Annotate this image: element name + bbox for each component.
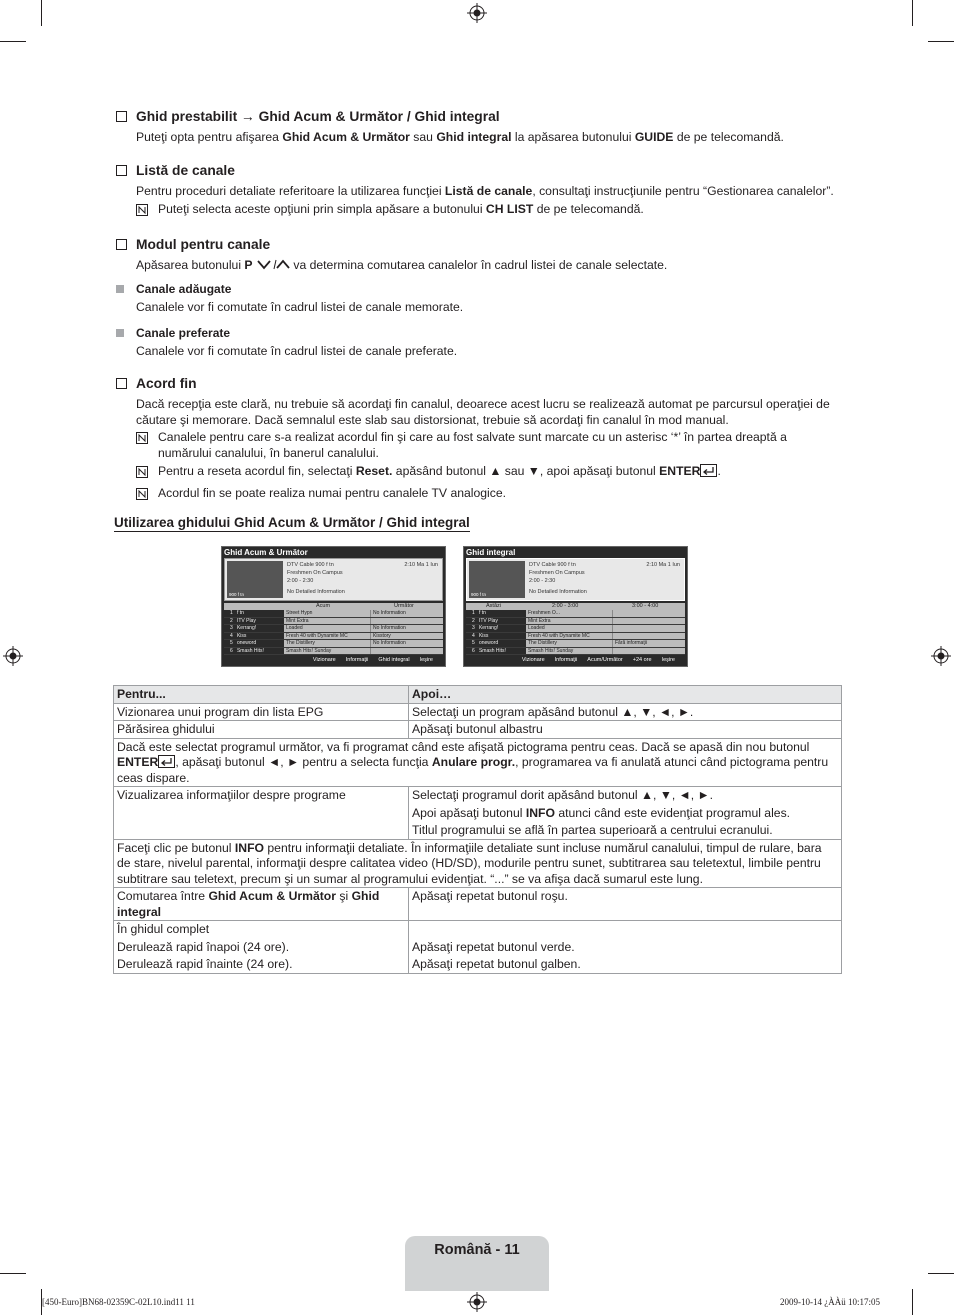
tv-screen-full-guide: Ghid integral 900 f tn DTV Cable 900 f tn 2:10 Ma 1 Iun Freshmen On Campus 2:00 - 2:30 No Detailed Information Astăzi 2:00 - 3:00 3:00 - 4:00 1 f tn Freshmen O... 2 ITV Play Mint Extra 3 Kerrang! Loaded 4 Kiss Fresh 40 with Dynamite MC 5 oneword The Distillery Fără informaţii 6 Smash Hits! Smash Hits! Sunday Vizionare Informaţii Acum/Următor +24 ore Ieşire xyxy=(463,546,688,667)
crop-mark xyxy=(0,41,26,42)
section-body: Puteţi opta pentru afişarea Ghid Acum & Următor sau Ghid integral la apăsarea butonului GUIDE de pe telecomandă. xyxy=(136,130,784,144)
note-text: Pentru a reseta acordul fin, selectaţi Reset. apăsând butonul ▲ sau ▼, apoi apăsaţi butonul ENTER . xyxy=(158,464,721,478)
channel-row xyxy=(224,640,443,648)
note-text: Puteţi selecta aceste opţiuni prin simpla apăsare a butonului CH LIST de pe telecomandă. xyxy=(158,201,644,216)
subsection-text: Canalele vor fi comutate în cadrul listei de canale preferate. xyxy=(136,344,458,358)
section-body: Apăsarea butonului P va determina comutarea canalelor în cadrul listei de canale selectate. xyxy=(136,258,668,272)
programme-now: Smash Hits! Sunday xyxy=(284,648,370,655)
print-footer-right: 2009-10-14 ¿ÀÀü 10:17:05 xyxy=(780,1297,880,1307)
programme-next xyxy=(370,618,443,625)
section-body: Pentru proceduri detaliate referitoare la utilizarea funcţiei Listă de canale, consultaţi instrucţiunile pentru “Gestionarea canalelor”. xyxy=(136,184,834,198)
channel-row xyxy=(224,625,443,633)
programme-now: Street Hypn xyxy=(284,610,370,617)
checkbox-bullet-icon xyxy=(116,378,127,389)
channel-name: 2 ITV Play xyxy=(472,617,498,624)
crop-mark xyxy=(0,1273,26,1274)
table-cell: Selectaţi programul dorit apăsând butonul ▲, ▼, ◄, ►. Apoi apăsaţi butonul INFO atunci când este evidenţiat programul ales. Titlul programului se află în partea superioară a centrului ecranului. xyxy=(409,787,842,840)
crop-mark xyxy=(928,41,954,42)
table-cell: Apăsaţi repetat butonul verde. Apăsaţi repetat butonul galben. xyxy=(409,921,842,974)
section-body: Dacă recepţia este clară, nu trebuie să acordaţi fin canalul, deoarece acest lucru se realizează automat pe parcursul operaţiei de căutare şi memorare. Dacă semnalul este slab sau distorsionat, trebuie să acordaţi fin canalul în mod manual. xyxy=(136,397,830,427)
channel-name: 5 oneword xyxy=(472,640,499,646)
registration-mark-icon xyxy=(931,646,951,666)
table-cell: Vizualizarea informaţiilor despre programe xyxy=(114,787,409,840)
channel-row xyxy=(224,648,443,656)
programme-next: No Information xyxy=(370,610,443,617)
screen-footer xyxy=(466,655,685,664)
programme-now: Loaded xyxy=(284,625,370,632)
table-cell: Apăsaţi butonul albastru xyxy=(409,721,842,739)
channel-name: 5 oneword xyxy=(230,640,257,646)
channel-name: 3 Kerrang! xyxy=(230,625,257,631)
footer-hint: Informaţii xyxy=(554,656,578,663)
channel-name: 1 f tn xyxy=(230,610,244,616)
channel-row xyxy=(466,625,685,633)
crop-mark xyxy=(41,0,42,26)
channel-row xyxy=(224,610,443,618)
channel-row xyxy=(224,633,443,641)
programme-now: Fresh 40 with Dynamite MC xyxy=(526,633,612,640)
footer-hint: Vizionare xyxy=(521,656,545,663)
channel-name: 2 ITV Play xyxy=(230,617,256,624)
note-text: Canalele pentru care s-a realizat acordul fin şi care au fost salvate sunt marcate cu un asterisc ‘*’ în partea dreaptă a numărului canalului, în banerul canalului. xyxy=(158,430,787,460)
grid-header: Acum Următor xyxy=(224,603,443,610)
channel-row xyxy=(224,618,443,626)
table-header: Pentru... xyxy=(114,686,409,704)
programme-now: Fresh 40 with Dynamite MC xyxy=(284,633,370,640)
channel-name: 4 Kiss xyxy=(472,632,489,639)
table-header: Apoi… xyxy=(409,686,842,704)
programme-now: Mint Extra xyxy=(284,618,370,625)
print-footer-left: [450-Euro]BN68-02359C-02L10.ind11 11 xyxy=(42,1297,195,1307)
footer-hint: Informaţii xyxy=(345,656,369,663)
usage-heading: Utilizarea ghidului Ghid Acum & Următor / Ghid integral xyxy=(114,515,470,530)
programme-next: Fără informaţii xyxy=(612,640,685,647)
note xyxy=(114,430,834,461)
section-default-guide xyxy=(114,109,834,146)
programme-next xyxy=(612,648,685,655)
programme-now: The Distillery xyxy=(284,640,370,647)
note xyxy=(114,486,834,505)
channel-row xyxy=(466,633,685,641)
registration-mark-icon xyxy=(3,646,23,666)
programme-now: Freshmen O... xyxy=(526,610,612,617)
table-row xyxy=(114,921,842,974)
subsection-title: Canale preferate xyxy=(136,326,231,340)
checkbox-bullet-icon xyxy=(116,111,127,122)
table-cell: Comutarea între Ghid Acum & Următor şi Ghid integral xyxy=(114,888,409,921)
page-number-tab: Română - 11 xyxy=(405,1236,549,1291)
programme-now: Mint Extra xyxy=(526,618,612,625)
table-cell: Apăsaţi repetat butonul roşu. xyxy=(409,888,842,921)
table-row xyxy=(114,703,842,721)
channel-row xyxy=(466,618,685,626)
subsection-title: Canale adăugate xyxy=(136,281,232,296)
usage-table xyxy=(113,685,842,974)
preview-thumbnail: 900 f tn xyxy=(469,561,525,598)
note-icon xyxy=(136,202,158,221)
programme-next: No Information xyxy=(370,625,443,632)
table-row xyxy=(114,839,842,888)
note xyxy=(114,202,834,221)
channel-name: 1 f tn xyxy=(472,610,486,616)
enter-icon xyxy=(700,464,717,477)
footer-hint: +24 ore xyxy=(632,656,652,663)
note-icon xyxy=(136,430,158,461)
enter-icon xyxy=(158,755,175,768)
checkbox-bullet-icon xyxy=(116,239,127,250)
channel-name: 6 Smash Hits! xyxy=(230,647,264,654)
square-bullet-icon xyxy=(116,285,124,293)
grid-header: Astăzi 2:00 - 3:00 3:00 - 4:00 xyxy=(466,603,685,610)
table-row xyxy=(114,738,842,787)
table-cell: În ghidul complet Derulează rapid înapoi (24 ore). Derulează rapid înainte (24 ore). xyxy=(114,921,409,974)
programme-next xyxy=(612,633,685,640)
section-title: Ghid prestabilit → Ghid Acum & Următor / Ghid integral xyxy=(136,109,500,124)
screen-title: Ghid integral xyxy=(466,548,516,557)
channel-row xyxy=(466,610,685,618)
section-channel-list xyxy=(114,163,834,220)
channel-row xyxy=(466,648,685,656)
programme-now: Loaded xyxy=(526,625,612,632)
table-row xyxy=(114,721,842,739)
crop-mark xyxy=(912,1289,913,1315)
programme-next: Kisstory xyxy=(370,633,443,640)
table-cell: Vizionarea unui program din lista EPG xyxy=(114,703,409,721)
preview-thumbnail: 900 f tn xyxy=(227,561,283,598)
section-title: Listă de canale xyxy=(136,163,235,178)
channel-name: 3 Kerrang! xyxy=(472,625,499,631)
tv-screen-now-next: Ghid Acum & Următor 900 f tn DTV Cable 900 f tn 2:10 Ma 1 Iun Freshmen On Campus 2:00 - 2:30 No Detailed Information Acum Următor 1 f tn Street Hypn No Information 2 ITV Play Mint Extra 3 Kerrang! Loaded No Information 4 Kiss Fresh 40 with Dynamite MC Kisstory 5 oneword The Distillery No Information 6 Smash Hits! Smash Hits! Sunday Vizionare Informaţii Ghid integral Ieşire xyxy=(221,546,446,667)
channel-name: 6 Smash Hits! xyxy=(472,647,506,654)
channel-row xyxy=(466,640,685,648)
channel-rows xyxy=(466,610,685,655)
checkbox-bullet-icon xyxy=(116,165,127,176)
crop-mark xyxy=(912,0,913,26)
section-channel-mode xyxy=(114,237,834,360)
table-cell: Dacă este selectat programul următor, va fi programat când este afişată pictograma pentru ceas. Dacă se apasă din nou butonul ENTER , apăsaţi butonul ◄, ► pentru a selecta funcţia Anulare progr., programarea va fi anulată atunci când pictograma pentru ceas dispare. xyxy=(114,738,842,787)
table-cell: Faceţi clic pe butonul INFO pentru informaţii detaliate. În informaţiile detaliate sunt incluse numărul canalului, timpul de rulare, bara de stare, nivelul parental, informaţii despre calitatea video (HD/SD), modurile pentru sunet, subtitrarea sau teletextul, limbile pentru subtitrare sau teletext, precum şi un sumar al programului evidenţiat. “...” se va afişa dacă sumarul este lung. xyxy=(114,839,842,888)
registration-mark-icon xyxy=(467,3,487,23)
registration-mark-icon xyxy=(467,1292,487,1312)
crop-mark xyxy=(928,1273,954,1274)
channel-name: 4 Kiss xyxy=(230,632,247,639)
section-title: Acord fin xyxy=(136,376,197,391)
programme-next xyxy=(612,625,685,632)
square-bullet-icon xyxy=(116,329,124,337)
note-icon xyxy=(136,486,158,505)
subsection-text: Canalele vor fi comutate în cadrul listei de canale memorate. xyxy=(136,299,464,314)
table-cell: Selectaţi un program apăsând butonul ▲, ▼, ◄, ►. xyxy=(409,703,842,721)
programme-next xyxy=(612,618,685,625)
channel-rows xyxy=(224,610,443,655)
screen-footer xyxy=(224,655,443,664)
table-row xyxy=(114,787,842,840)
footer-hint: Ieşire xyxy=(419,656,433,663)
programme-now: The Distillery xyxy=(526,640,612,647)
section-fine-tune xyxy=(114,376,834,504)
programme-next xyxy=(370,648,443,655)
section-title: Modul pentru canale xyxy=(136,237,271,252)
channel-up-down-icon xyxy=(256,259,290,270)
footer-hint: Ghid integral xyxy=(378,656,410,663)
note-icon xyxy=(136,464,158,483)
footer-hint: Acum/Următor xyxy=(587,656,623,663)
table-row xyxy=(114,888,842,921)
table-cell: Părăsirea ghidului xyxy=(114,721,409,739)
programme-next: No Information xyxy=(370,640,443,647)
note xyxy=(114,464,834,483)
programme-now: Smash Hits! Sunday xyxy=(526,648,612,655)
screen-title: Ghid Acum & Următor xyxy=(224,548,308,557)
note-text: Acordul fin se poate realiza numai pentru canalele TV analogice. xyxy=(158,485,507,500)
footer-hint: Ieşire xyxy=(661,656,675,663)
footer-hint: Vizionare xyxy=(312,656,336,663)
programme-next xyxy=(612,610,685,617)
